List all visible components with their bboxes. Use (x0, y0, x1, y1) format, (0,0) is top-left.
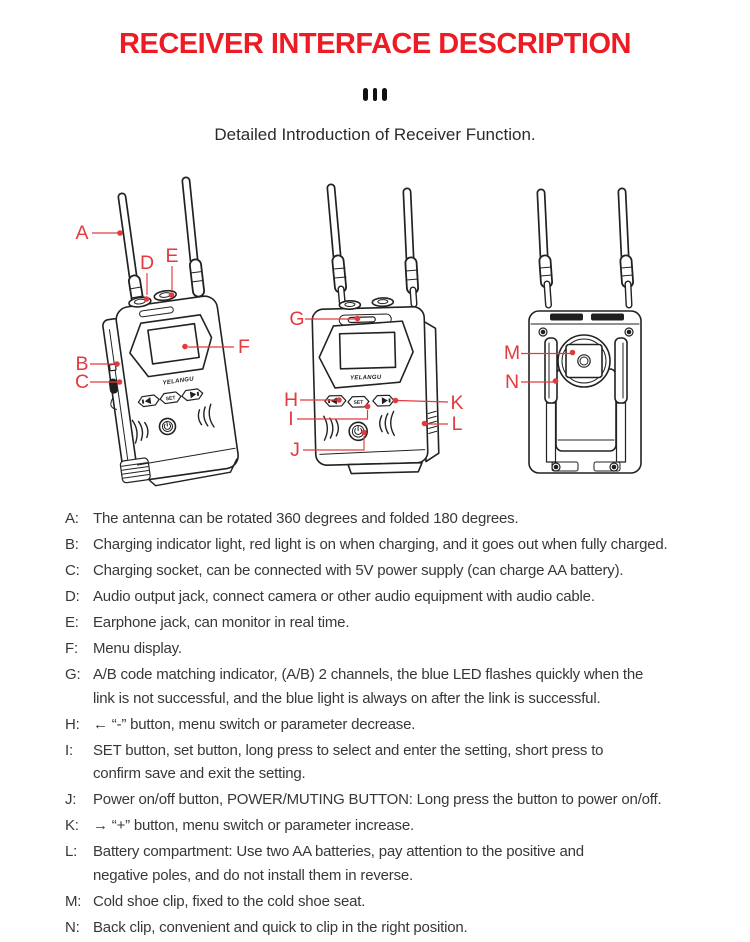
description-item-l (65, 840, 737, 887)
description-item-b (65, 533, 737, 557)
item-key: I: (65, 739, 73, 763)
label-a: A (75, 222, 88, 244)
item-text: SET button, set button, long press to select and enter the setting, short press to confirm save and exit the setting. (93, 739, 737, 786)
item-text: A/B code matching indicator, (A/B) 2 channels, the blue LED flashes quickly when the link is not successful, and the blue light is always on after the link is successful. (93, 663, 737, 710)
label-f: F (238, 336, 250, 358)
item-key: D: (65, 585, 80, 609)
item-key: G: (65, 663, 80, 687)
label-k: K (450, 392, 463, 414)
cold-shoe-clip (558, 335, 610, 387)
description-item-f (65, 637, 737, 661)
description-item-i (65, 739, 737, 786)
item-key: C: (65, 559, 80, 583)
item-key: E: (65, 611, 79, 635)
label-j: J (290, 439, 300, 461)
item-text: Back clip, convenient and quick to clip in the right position. (93, 916, 737, 940)
label-c: C (75, 371, 89, 393)
label-e: E (165, 245, 178, 267)
battery-door-ridges (120, 458, 151, 484)
audio-output-jack (339, 301, 360, 310)
description-item-m (65, 890, 737, 914)
antenna-icon (540, 192, 633, 305)
item-key: H: (65, 713, 80, 737)
svg-text:SET: SET (353, 400, 363, 406)
earphone-jack (372, 298, 393, 307)
item-text: Charging indicator light, red light is on when charging, and it goes out when fully charged. (93, 533, 737, 557)
menu-display-screen (148, 324, 199, 364)
item-text: ← “-” button, menu switch or parameter decrease. (93, 713, 737, 737)
description-item-k (65, 814, 737, 838)
item-text: Earphone jack, can monitor in real time. (93, 611, 737, 635)
label-i: I (288, 408, 293, 430)
page-subtitle: Detailed Introduction of Receiver Function. (0, 125, 750, 145)
power-icon (167, 422, 168, 426)
item-key: K: (65, 814, 79, 838)
label-l: L (452, 413, 463, 435)
bottom-foot (348, 463, 422, 474)
description-item-a (65, 507, 737, 531)
label-g: G (289, 308, 304, 330)
item-key: A: (65, 507, 79, 531)
item-key: B: (65, 533, 79, 557)
brand-logo: YELANGU (162, 376, 194, 386)
item-key: J: (65, 788, 76, 812)
item-key: N: (65, 916, 80, 940)
item-text: Cold shoe clip, fixed to the cold shoe seat. (93, 890, 737, 914)
item-key: M: (65, 890, 81, 914)
item-text: → “+” button, menu switch or parameter increase. (93, 814, 737, 838)
description-item-c (65, 559, 737, 583)
label-n: N (505, 371, 519, 393)
description-item-n (65, 916, 737, 940)
description-item-h (65, 713, 737, 737)
item-text: Charging socket, can be connected with 5V power supply (can charge AA battery). (93, 559, 737, 583)
description-item-d (65, 585, 737, 609)
minus-button (325, 395, 346, 406)
plus-button (373, 395, 394, 406)
item-key: L: (65, 840, 77, 864)
label-m: M (504, 342, 520, 364)
item-text: Audio output jack, connect camera or other audio equipment with audio cable. (93, 585, 737, 609)
item-text: Power on/off button, POWER/MUTING BUTTON: Long press the button to power on/off. (93, 788, 737, 812)
receiver-diagram (0, 172, 750, 504)
svg-text:SET: SET (165, 395, 175, 402)
item-text: The antenna can be rotated 360 degrees and folded 180 degrees. (93, 507, 737, 531)
divider-bars-icon (0, 88, 750, 101)
page-title: RECEIVER INTERFACE DESCRIPTION (0, 28, 750, 61)
antenna-icon (331, 188, 418, 305)
antenna-icon (122, 181, 203, 306)
menu-display-screen (340, 332, 396, 368)
description-item-e (65, 611, 737, 635)
receiver-angled-view (96, 181, 241, 490)
label-d: D (140, 252, 154, 274)
description-item-j (65, 788, 737, 812)
description-list (65, 507, 737, 942)
item-key: F: (65, 637, 78, 661)
item-text: Battery compartment: Use two AA batteries, pay attention to the positive and negative poles, and do not install them in reverse. (93, 840, 737, 887)
receiver-back-view (529, 192, 641, 473)
label-b: B (75, 353, 88, 375)
item-text: Menu display. (93, 637, 737, 661)
label-h: H (284, 389, 298, 411)
description-item-g (65, 663, 737, 710)
brand-logo: YELANGU (350, 375, 382, 382)
receiver-front-view (312, 188, 440, 474)
